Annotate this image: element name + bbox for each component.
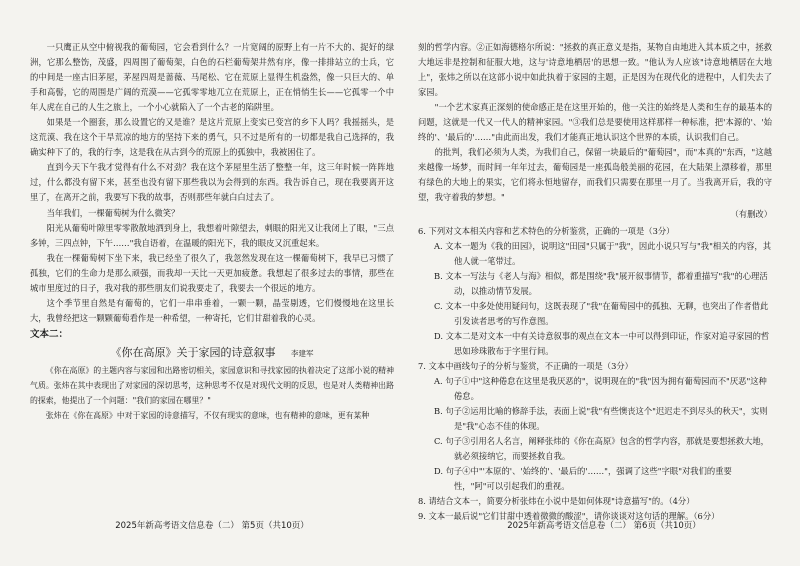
question-stem: 7. 文本中画线句子的分析与鉴赏，不正确的一项是（3分）	[418, 360, 633, 371]
article-paragraph-1: 《你在高原》的主题内容与家园和出路密切相关，家园意识和寻找家园的执着决定了这部小说的精神气质。张炜在其中表现出了对家园的深切思考，这种思考不仅是对现代文明的反思，也是对人类精神出路的探索，他提出了一个问题："我们的家园在哪里？"	[30, 365, 394, 405]
right-paragraph-3: 的批判，我们必须为人类，为我们自己，保留一块最后的"葡萄园"，而"本真的"东西，"这越来越像一场梦，而时间一年年过去，葡萄园是一座孤岛般美丽的花园，在大陆架上漂移着，那里有绿色的大地上的果实，它们将永恒地留存，而我们只需要在那里一月了。当我离开后，我的守望，我守着我的梦想。"	[418, 147, 772, 203]
article-paragraph-2: 张炜在《你在高原》中对于家园的诗意描写，不仅有现实的意味，也有精神的意味，更有某种	[45, 410, 370, 420]
option-d: D. 句子④中"'本原的'、'始终的'、'最后的'……"，强调了这些"字眼"对我们的重要性，"阿"可以引起我们的重视。	[434, 466, 732, 492]
article-title: 《你在高原》关于家园的诗意叙事	[110, 345, 276, 359]
option-b: B. 文本一写法与《老人与海》相似，都是围绕"我"展开叙事情节，都着重描写"我"的心理活动，以推动情节发展。	[434, 270, 768, 296]
right-paragraph-2: "一个艺术家真正深刻的使命感正是在这里开始的，他一关注的始终是人类和生存的最基本的问题，这就是一代又一代人的精神家园。"③我们总是要使用这样那样一种标准，把'本源的'、'始终的'、'最后的'……"由此而出发，我们才能真正地认识这个世界的本质，认识我们自己。	[418, 102, 772, 143]
question-7	[418, 359, 772, 494]
right-page	[408, 0, 800, 566]
left-paragraph-4: 当年我们，一棵葡萄树为什么微笑？	[46, 207, 180, 218]
article-author: 李建军	[291, 348, 314, 358]
option-a: A. 文本一题为《我的田园》，说明这"田园"只属于"我"，因此小说只写与"我"相关的内容，其他人就一笔带过。	[434, 240, 772, 266]
option-c: C. 文本一中多处使用疑问句，这既表现了"我"在葡萄园中的孤独、无聊，也突出了作者借此引发读者思考的写作意图。	[434, 300, 769, 326]
left-paragraph-6: 我在一棵葡萄树下坐下来，我已经坐了很久了，我忽然发现在这一棵葡萄树下，我早已习惯了孤独，它们的生命力是那么顽强，而我却一天比一天更加疲惫。我想起了很多过去的事情，那些在城市里度过的日子，我对我的那些朋友们说我要走了，我要去一个很远的地方。	[30, 252, 394, 293]
left-paragraph-7: 这个季节里自然是有葡萄的，它们一串串垂着，一颗一颗，晶莹剔透，它们慢慢地在这里长大，我曾经把这一颗颗葡萄看作是一种希望，一种寄托，它们甘甜着我的心灵。	[30, 297, 394, 323]
left-paragraph-2: 如果是一个圈套，那么设置它的又是谁？是这片荒原上变实已变宫的乡下人吗？我摇摇头，是这荒漠、我在这个干旱荒凉的地方的坚持下来的勇气，只不过是所有的一切都是我自己选择的，我确实种下了的，我的行李，这是我在从古到今的荒原上的孤独中，我被困住了。	[30, 117, 394, 158]
article-title-line	[30, 344, 394, 362]
question-8: 8. 请结合文本一，简要分析张炜在小说中是如何体现"诗意描写"的。（4分）	[418, 496, 695, 507]
right-paragraph-1: 刻的哲学内容。②正如海德格尔所说："拯救的真正意义是指，某物自由地进入其本质之中，拯救大地远非是控制和征服大地，这与'诗意地栖居'的思想一致。"他认为人应该"诗意地栖居在大地上"，张炜之所以在这部小说中如此执着于家园的主题，正是因为在现代化的进程中，人们失去了家园。	[418, 42, 772, 98]
question-6	[418, 224, 772, 359]
option-c: C. 句子③引用名人名言，阐释张炜的《你在高原》包含的哲学内容，那就是要想拯救大地，就必须接纳它，而要拯救自我。	[434, 436, 769, 462]
left-page-footer: 2025年新高考语文信息卷（二） 第5页（共10页）	[115, 521, 309, 531]
left-paragraph-1: 一只鹰正从空中俯视我的葡萄园，它会看到什么？一片宽阔的原野上有一片不大的、捉好的绿洲，它那么整饬，茂盛，四周围了葡萄架，白色的石栏葡萄架井然有序，像一排排站立的士兵，它的中间是一座古旧茅屋，茅屋四周是蔷薇、马尾松、它在荒原上显得生机盎然，像一只巨大的、单手和高髻，它的周围是广阔的荒漠——它孤零零地兀立在荒原上，正在悄悄生长——它孤零一个中年人虎在自己的人生之旅上，一个小心就陷入了一个古老的陷阱里。	[30, 42, 394, 113]
left-paragraph-5: 阳光从葡萄叶隙里零零散散地洒到身上，我想着叶隙望去，刺眼的阳光又让我闭上了眼，"三点多钟，三四点钟，下午……"我自语着，在温暖的阳光下，我的眼皮又沉重起来。	[30, 222, 394, 248]
section-heading: 文本二：	[30, 328, 69, 340]
option-a: A. 句子①中"这种倦怠在这里是我厌恶的"，说明现在的"我"因为拥有葡萄园而不"厌恶"这种倦怠。	[434, 375, 767, 402]
option-d: D. 文本二是对文本一中有关诗意叙事的观点在文本一中可以得到印证，作家对追寻家园的哲思如珍珠散布于字里行间。	[434, 330, 770, 356]
right-page-footer: 2025年新高考语文信息卷（二） 第6页（共10页）	[507, 521, 701, 531]
source-note: （有删改）	[730, 208, 772, 219]
question-stem: 6. 下列对文本相关内容和艺术特色的分析鉴赏，正确的一项是（3分）	[418, 225, 675, 236]
option-b: B. 句子②运用比喻的修辞手法，表面上说"我"有些懊丧这个"迟迟走不到尽头的秋天"，实则是"我"心态不佳的体现。	[434, 406, 768, 432]
left-paragraph-3: 直到今天下午我才觉得有什么不对劲？我在这个茅屋里生活了整整一年，这三年时候一阵阵地过，什么都没有留下来，甚至也没有留下那些我以为会得到的东西。我告诉自己，现在我要离开这里了，在离开之前，我要写下我的故事，否则那些年就白白过去了。	[30, 162, 394, 203]
question-9: 9. 文本一最后说"它们甘甜中透着微微的酸涩"，请你谈谈对这句话的理解。（6分）	[418, 511, 720, 522]
